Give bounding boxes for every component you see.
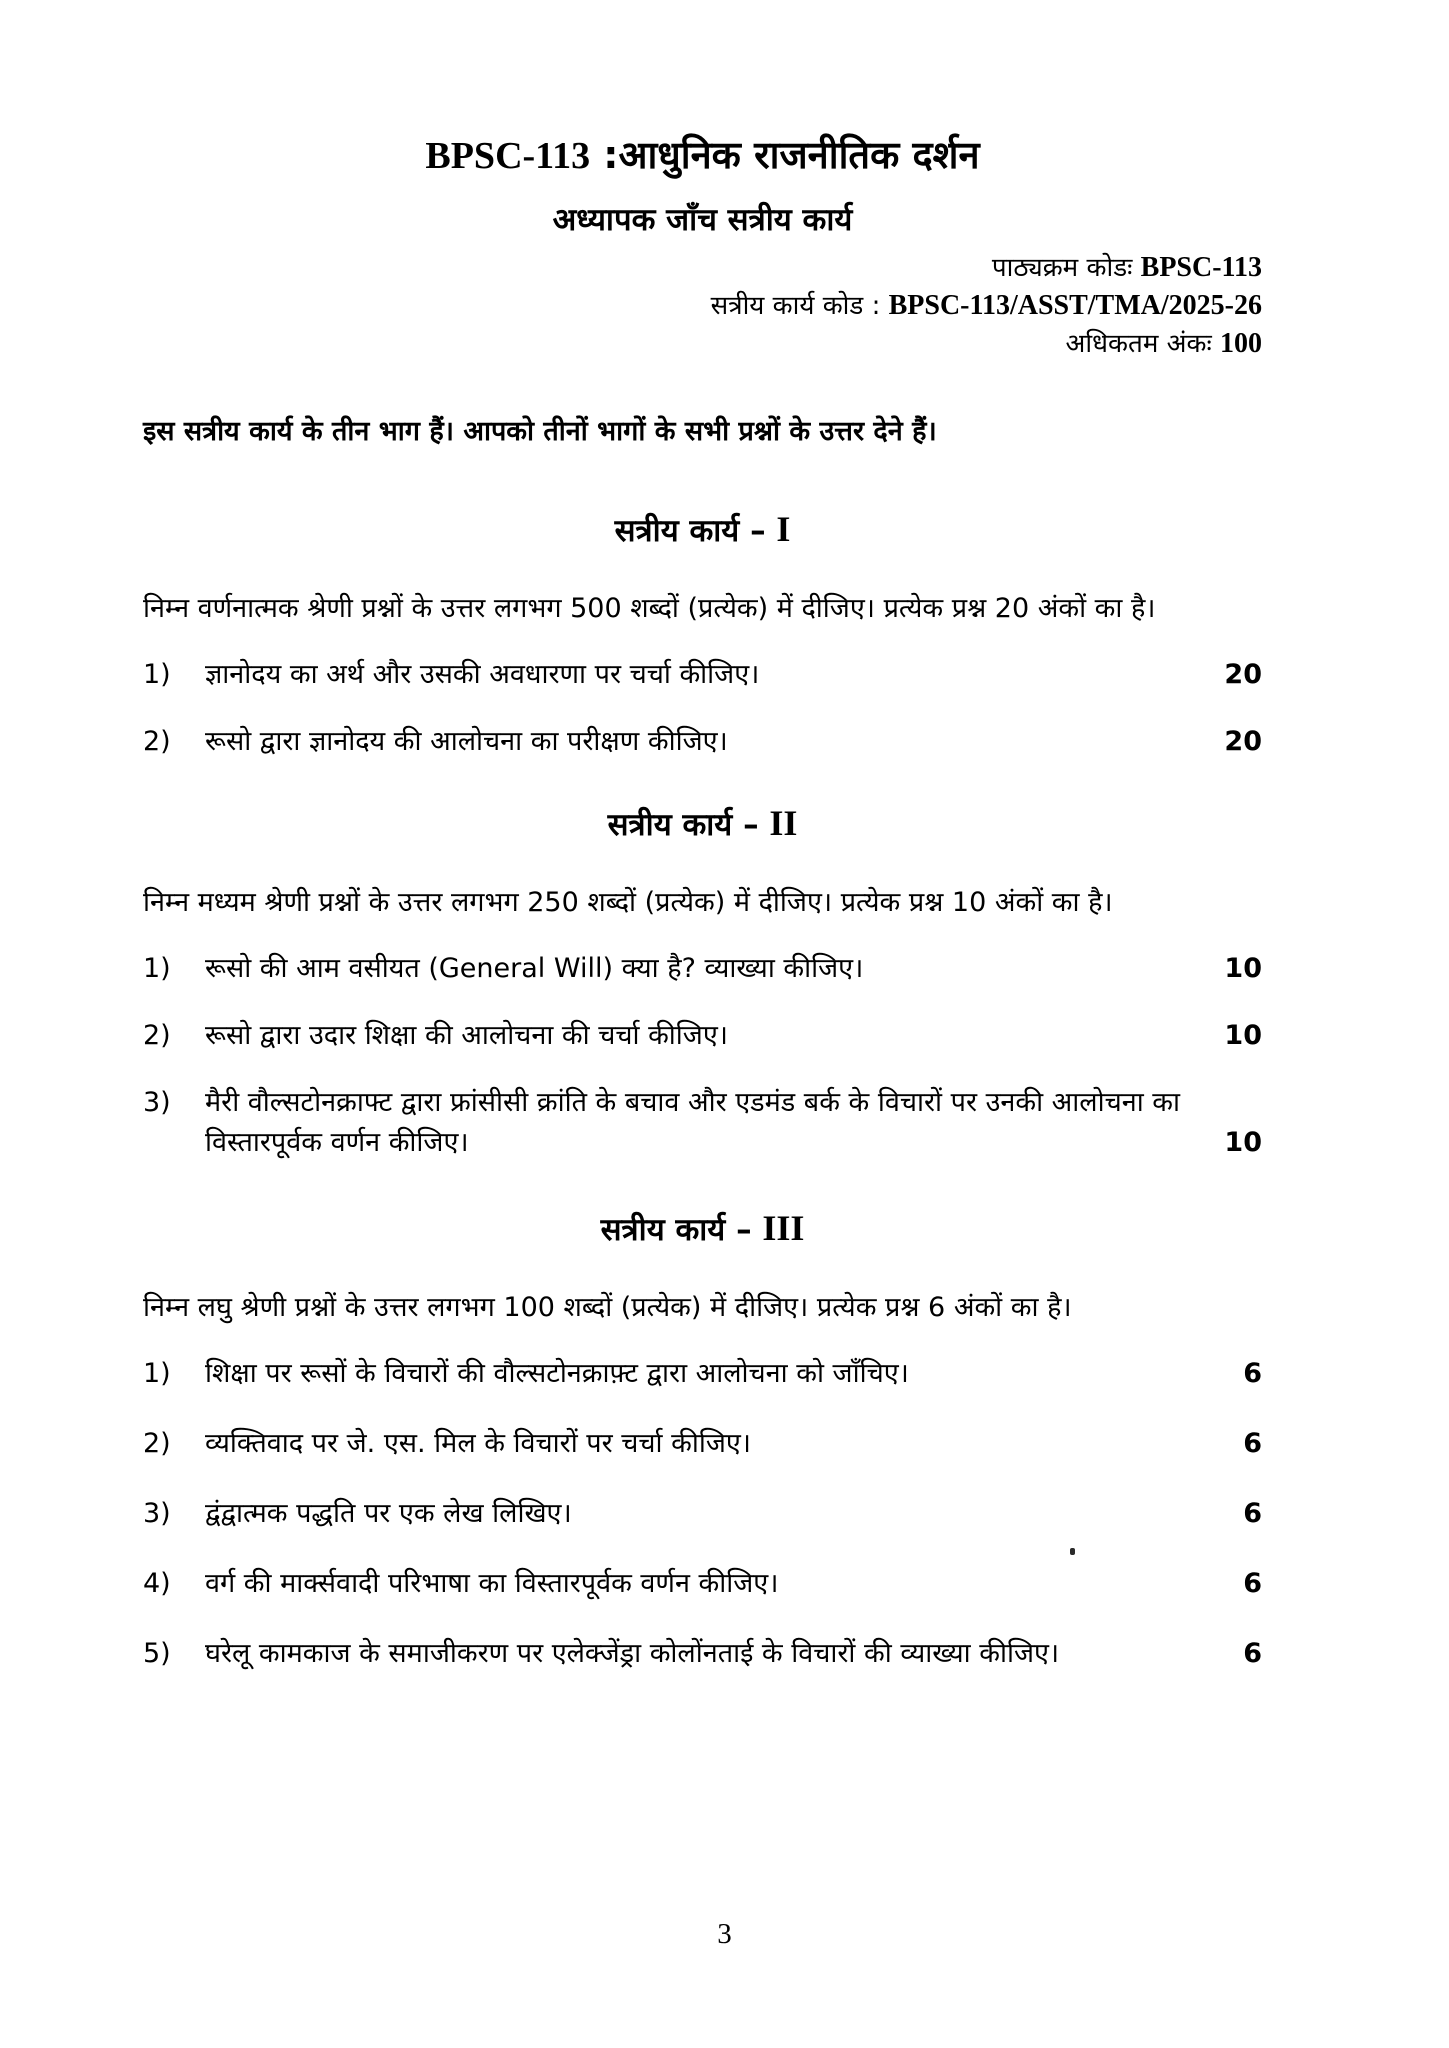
- question-row: [143, 1634, 1262, 1674]
- question-number: 2): [143, 726, 171, 757]
- question-number: 2): [143, 1428, 171, 1459]
- page-title: [143, 130, 1262, 181]
- question-number: 3): [143, 1087, 171, 1118]
- question-text: मैरी वौल्सटोनक्राफ्ट द्वारा फ्रांसीसी क्रांति के बचाव और एडमंड बर्क के विचारों पर उनकी आलोचना का विस्तारपूर्वक वर्णन कीजिए।: [205, 1087, 1180, 1158]
- question-marks: 10: [1224, 953, 1262, 984]
- section-2-note: निम्न मध्यम श्रेणी प्रश्नों के उत्तर लगभग 250 शब्दों (प्रत्येक) में दीजिए। प्रत्येक प्रश्न 10 अंकों का है।: [143, 887, 1113, 918]
- general-instruction: इस सत्रीय कार्य के तीन भाग हैं। आपको तीनों भागों के सभी प्रश्नों के उत्तर देने हैं।: [143, 416, 937, 447]
- section-3-heading-label: सत्रीय कार्य –: [600, 1212, 752, 1248]
- question-marks: 6: [1243, 1638, 1262, 1669]
- section-3-heading: [143, 1207, 1262, 1251]
- question-row: [143, 1016, 1262, 1056]
- section-1-numeral: I: [776, 509, 791, 549]
- question-number: 3): [143, 1498, 171, 1529]
- assignment-code-value: BPSC-113/ASST/TMA/2025-26: [888, 290, 1262, 321]
- question-text: द्वंद्वात्मक पद्धति पर एक लेख लिखिए।: [205, 1498, 572, 1529]
- max-marks-label: अधिकतम अंकः: [1065, 329, 1212, 359]
- question-number: 5): [143, 1638, 171, 1669]
- question-row: [143, 1083, 1262, 1163]
- question-text: वर्ग की मार्क्सवादी परिभाषा का विस्तारपूर्वक वर्णन कीजिए।: [205, 1568, 779, 1599]
- question-marks: 6: [1243, 1568, 1262, 1599]
- question-row: [143, 1424, 1262, 1464]
- course-code-line: [143, 249, 1262, 287]
- section-2-numeral: II: [769, 803, 798, 843]
- question-marks: 6: [1243, 1358, 1262, 1389]
- course-code-in-title: BPSC-113: [425, 135, 591, 177]
- course-code-label: पाठ्यक्रम कोडः: [991, 253, 1133, 283]
- question-text: व्यक्तिवाद पर जे. एस. मिल के विचारों पर चर्चा कीजिए।: [205, 1428, 752, 1459]
- question-text: रूसो द्वारा उदार शिक्षा की आलोचना की चर्चा कीजिए।: [205, 1020, 728, 1051]
- question-marks: 20: [1224, 726, 1262, 757]
- question-number: 2): [143, 1020, 171, 1051]
- question-marks: 10: [1224, 1020, 1262, 1051]
- question-row: [143, 722, 1262, 762]
- title-hindi: आधुनिक राजनीतिक दर्शन: [618, 133, 980, 177]
- section-3-note: निम्न लघु श्रेणी प्रश्नों के उत्तर लगभग 100 शब्दों (प्रत्येक) में दीजिए। प्रत्येक प्रश्न 6 अंकों का है।: [143, 1292, 1072, 1323]
- question-text: रूसो द्वारा ज्ञानोदय की आलोचना का परीक्षण कीजिए।: [205, 726, 728, 757]
- question-row: [143, 1354, 1262, 1394]
- question-marks: 10: [1224, 1127, 1262, 1158]
- question-number: 4): [143, 1568, 171, 1599]
- question-number: 1): [143, 953, 171, 984]
- assignment-code-line: [143, 287, 1262, 325]
- section-2-heading-label: सत्रीय कार्य –: [607, 807, 759, 843]
- question-text: शिक्षा पर रूसों के विचारों की वौल्सटोनक्राफ़्ट द्वारा आलोचना को जाँचिए।: [205, 1358, 909, 1389]
- question-marks: 20: [1224, 659, 1262, 690]
- question-marks: 6: [1243, 1428, 1262, 1459]
- page-number: 3: [717, 1918, 732, 1950]
- question-row: [143, 949, 1262, 989]
- course-code-value: BPSC-113: [1140, 252, 1262, 283]
- assignment-code-label: सत्रीय कार्य कोड :: [710, 291, 881, 321]
- assignment-meta: [143, 249, 1262, 363]
- question-text: रूसो की आम वसीयत (General Will) क्या है? व्याख्या कीजिए।: [205, 953, 864, 984]
- question-row: [143, 1564, 1262, 1604]
- max-marks-line: [143, 325, 1262, 363]
- question-text: घरेलू कामकाज के समाजीकरण पर एलेक्जेंड्रा कोलोंनताई के विचारों की व्याख्या कीजिए।: [205, 1638, 1060, 1669]
- max-marks-value: 100: [1220, 328, 1262, 359]
- section-1-heading: [143, 508, 1262, 552]
- page-subtitle: अध्यापक जाँच सत्रीय कार्य: [552, 202, 853, 238]
- section-2-heading: [143, 802, 1262, 846]
- question-row: [143, 1494, 1262, 1534]
- question-number: 1): [143, 659, 171, 690]
- question-marks: 6: [1243, 1498, 1262, 1529]
- scan-artifact-dot: [1070, 1548, 1075, 1555]
- section-3-numeral: III: [762, 1208, 805, 1248]
- section-1-note: निम्न वर्णनात्मक श्रेणी प्रश्नों के उत्तर लगभग 500 शब्दों (प्रत्येक) में दीजिए। प्रत्येक प्रश्न 20 अंकों का है।: [143, 593, 1156, 624]
- question-row: [143, 655, 1262, 695]
- section-1-heading-label: सत्रीय कार्य –: [614, 513, 766, 549]
- question-number: 1): [143, 1358, 171, 1389]
- question-text: ज्ञानोदय का अर्थ और उसकी अवधारणा पर चर्चा कीजिए।: [205, 659, 760, 690]
- title-separator: :: [590, 133, 619, 177]
